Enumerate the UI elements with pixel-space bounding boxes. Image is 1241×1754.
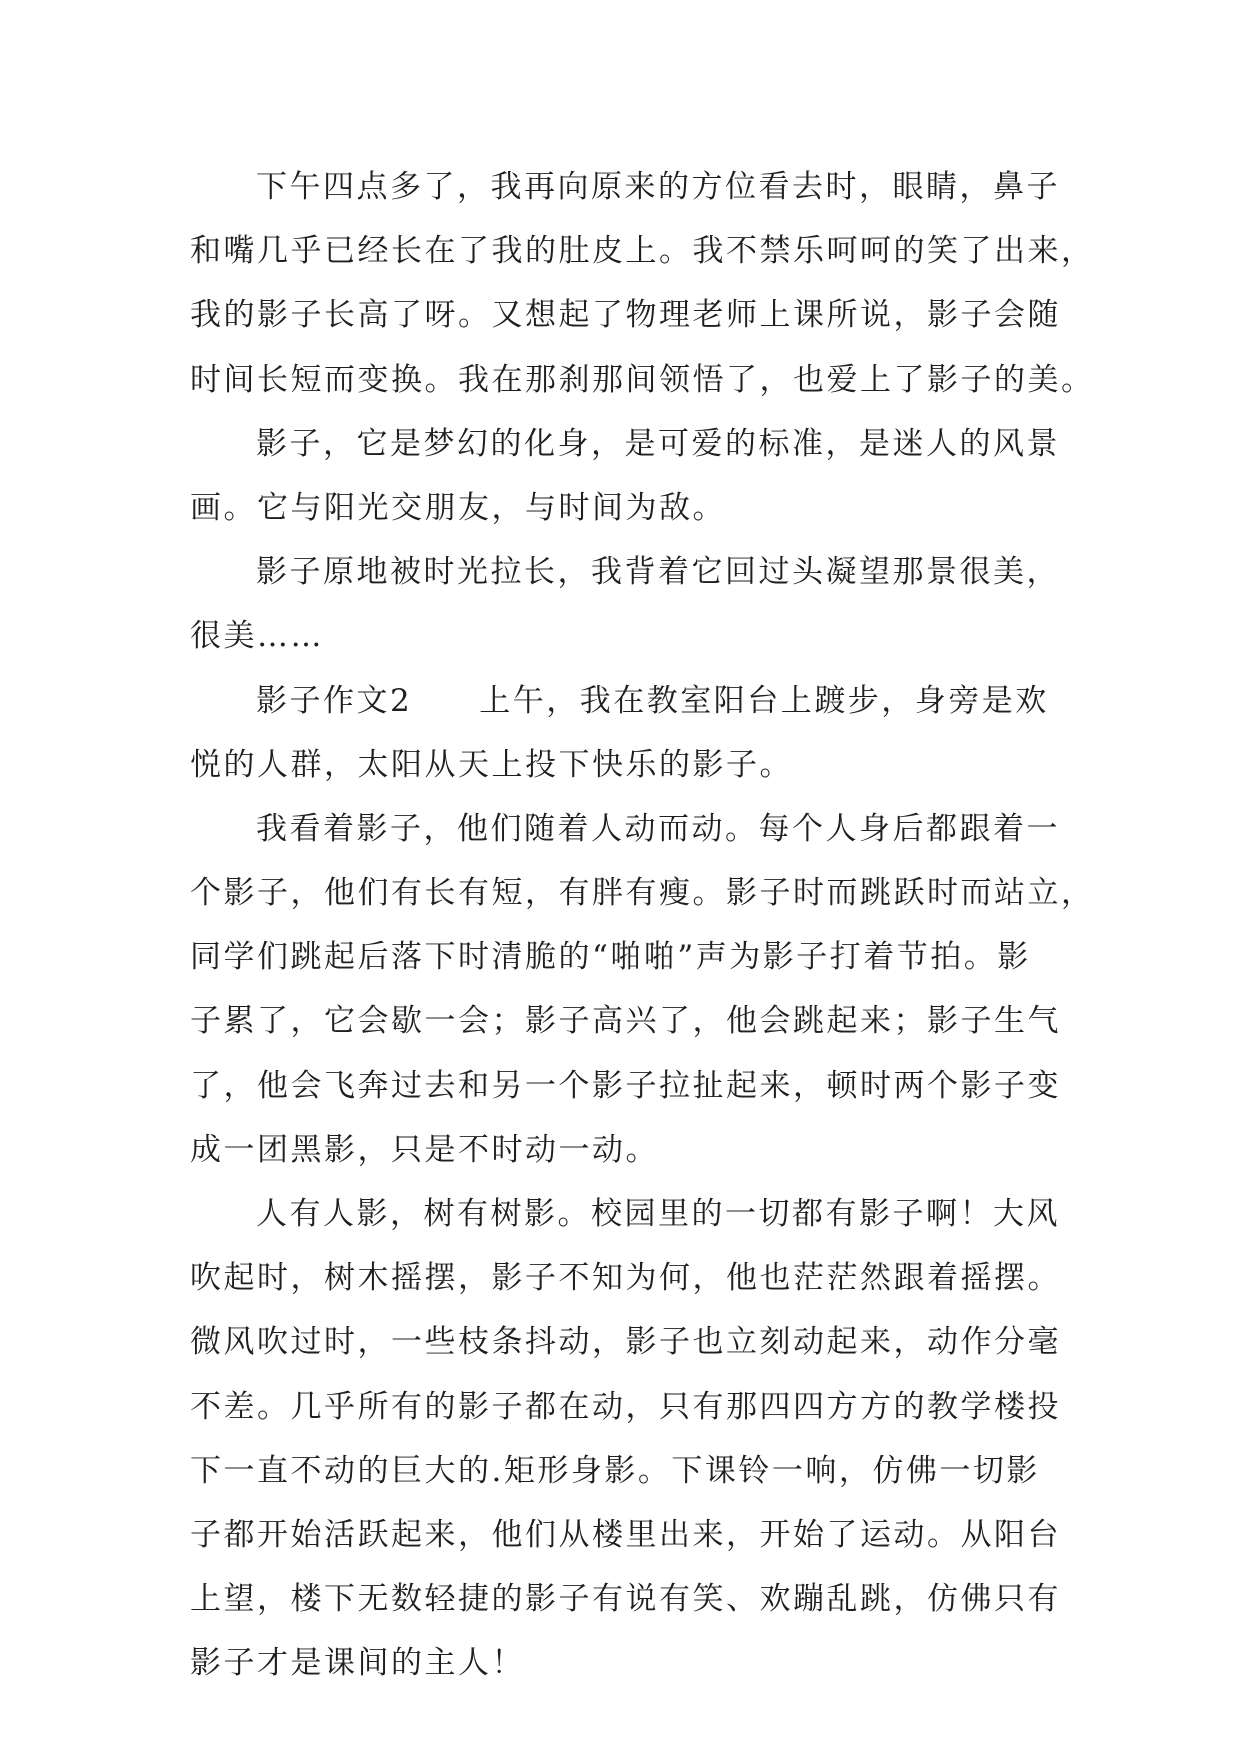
text-line: 时间长短而变换。我在那刹那间领悟了，也爱上了影子的美。 (190, 361, 1095, 398)
text-line: 下午四点多了，我再向原来的方位看去时，眼睛，鼻子 (256, 169, 1060, 205)
text-line: 很美…… (190, 618, 324, 655)
text-line: 不差。几乎所有的影子都在动，只有那四四方方的教学楼投 (190, 1388, 1061, 1425)
text-line: 微风吹过时，一些枝条抖动，影子也立刻动起来，动作分毫 (190, 1324, 1061, 1361)
text-line: 子都开始活跃起来，他们从楼里出来，开始了运动。从阳台 (190, 1516, 1061, 1553)
document-body (190, 155, 1095, 1696)
text-line: 吹起时，树木摇摆，影子不知为何，他也茫茫然跟着摇摆。 (190, 1260, 1061, 1297)
text-line: 同学们跳起后落下时清脆的“啪啪”声为影子打着节拍。影 (190, 939, 1031, 976)
text-line: 成一团黑影，只是不时动一动。 (190, 1131, 659, 1168)
text-line: 上望，楼下无数轻捷的影子有说有笑、欢蹦乱跳，仿佛只有 (190, 1581, 1061, 1618)
text-line: 子累了，它会歇一会；影子高兴了，他会跳起来；影子生气 (190, 1003, 1061, 1040)
text-line: 人有人影，树有树影。校园里的一切都有影子啊！大风 (256, 1196, 1060, 1232)
text-line: 我看着影子，他们随着人动而动。每个人身后都跟着一 (256, 810, 1060, 847)
text-line: 影子，它是梦幻的化身，是可爱的标准，是迷人的风景 (256, 425, 1060, 462)
text-line: 影子才是课间的主人！ (190, 1645, 525, 1682)
text-line: 我的影子长高了呀。又想起了物理老师上课所说，影子会随 (190, 297, 1061, 334)
text-line: 下一直不动的巨大的.矩形身影。下课铃一响，仿佛一切影 (190, 1452, 1040, 1489)
text-line: 影子原地被时光拉长，我背着它回过头凝望那景很美， (256, 554, 1060, 591)
text-line: 悦的人群，太阳从天上投下快乐的影子。 (190, 746, 793, 783)
text-line: 个影子，他们有长有短，有胖有瘦。影子时而跳跃时而站立， (190, 875, 1095, 912)
text-line: 画。它与阳光交朋友，与时间为敌。 (190, 489, 726, 526)
text-line: 和嘴几乎已经长在了我的肚皮上。我不禁乐呵呵的笑了出来， (190, 233, 1095, 270)
text-line: 了，他会飞奔过去和另一个影子拉扯起来，顿时两个影子变 (190, 1067, 1061, 1104)
section-heading-line: 影子作文2 上午，我在教室阳台上踱步，身旁是欢 (256, 682, 1049, 719)
